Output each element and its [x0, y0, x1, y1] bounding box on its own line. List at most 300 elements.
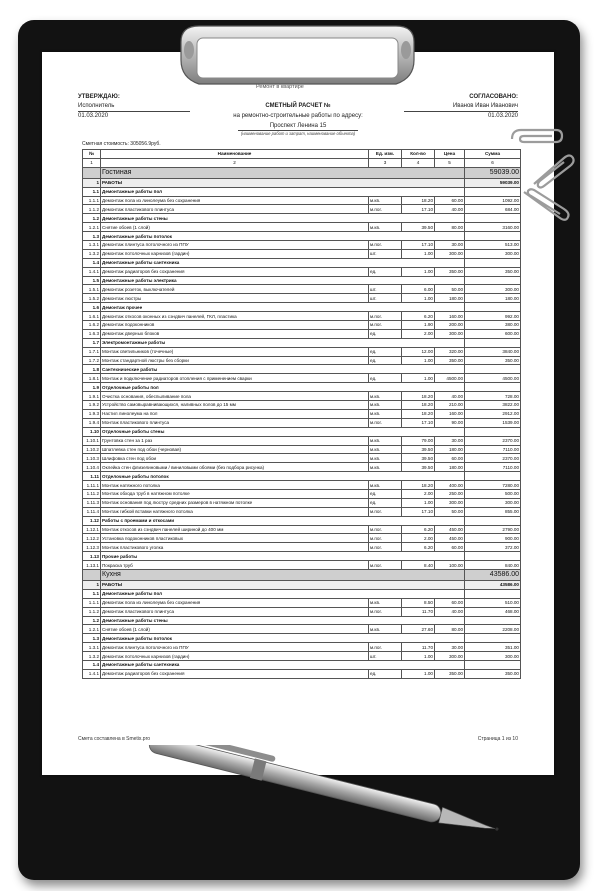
- row-sum: 300.00: [465, 285, 521, 294]
- row-sum: 300.00: [465, 249, 521, 258]
- work-name: Устройство самовыравнивающихся, наливных полов до 15 мм: [101, 401, 369, 410]
- work-name: Демонтаж пластикового плинтуса: [101, 205, 369, 214]
- quantity: 1.00: [402, 652, 435, 661]
- work-name: Демонтаж дверных блоков: [101, 329, 369, 338]
- document-subtitle: на ремонтно-строительные работы по адресу:: [233, 113, 363, 119]
- unit: м.кв.: [369, 454, 402, 463]
- unit: м.кв.: [369, 196, 402, 205]
- quantity: 1.00: [402, 249, 435, 258]
- quantity: 39.50: [402, 445, 435, 454]
- unit: ед.: [369, 374, 402, 383]
- unit: шт.: [369, 294, 402, 303]
- unit: м.кв.: [369, 481, 402, 490]
- group-name: Демонтажные работы пол: [101, 589, 465, 598]
- row-sum: 600.00: [465, 329, 521, 338]
- work-name: Демонтаж радиаторов без сохранения: [101, 267, 369, 276]
- section-row: [83, 580, 521, 589]
- row-code: 1.3.1: [83, 643, 101, 652]
- work-name: Монтаж стандартной люстры без сборки: [101, 356, 369, 365]
- row-sum-cell: [465, 258, 521, 267]
- work-name: Демонтаж подоконников: [101, 321, 369, 330]
- pen-icon: [128, 745, 518, 845]
- price: 400.00: [435, 481, 465, 490]
- section-name: РАБОТЫ: [101, 580, 465, 589]
- table-row: [83, 249, 521, 258]
- quantity: 39.50: [402, 454, 435, 463]
- row-code: 1.1.2: [83, 607, 101, 616]
- row-sum: 351.00: [465, 643, 521, 652]
- table-row: [83, 498, 521, 507]
- row-sum-cell: [465, 303, 521, 312]
- object-address: Проспект Ленина 15: [269, 123, 327, 129]
- group-row: [83, 214, 521, 223]
- unit: м.пог.: [369, 543, 402, 552]
- unit: м.кв.: [369, 401, 402, 410]
- row-code: 1.6.2: [83, 321, 101, 330]
- work-name: Демонтаж откосов оконных из сэндвич панелей, ГКЛ, пластика: [101, 312, 369, 321]
- unit: м.пог.: [369, 418, 402, 427]
- unit: м.пог.: [369, 312, 402, 321]
- row-code: 1.3.1: [83, 241, 101, 250]
- table-row: [83, 401, 521, 410]
- price: 30.00: [435, 241, 465, 250]
- price: 450.00: [435, 525, 465, 534]
- row-code: 1.8.1: [83, 374, 101, 383]
- quantity: 17.10: [402, 205, 435, 214]
- price: 50.00: [435, 285, 465, 294]
- row-sum-cell: [465, 552, 521, 561]
- table-row: [83, 525, 521, 534]
- unit: м.пог.: [369, 205, 402, 214]
- group-row: [83, 276, 521, 285]
- row-code: 1.6: [83, 303, 101, 312]
- work-name: Настил линолеума на пол: [101, 409, 369, 418]
- work-name: Монтаж обхода труб в натяжном потолке: [101, 489, 369, 498]
- room-total: 43586.00: [465, 569, 521, 580]
- unit: шт.: [369, 249, 402, 258]
- row-sum: 350.00: [465, 669, 521, 678]
- document-title: СМЕТНЫЙ РАСЧЕТ №: [265, 103, 331, 109]
- row-sum: 2370.00: [465, 454, 521, 463]
- unit: ед.: [369, 498, 402, 507]
- column-number: 6: [465, 158, 521, 167]
- price: 450.00: [435, 534, 465, 543]
- quantity: 2.00: [402, 489, 435, 498]
- table-row: [83, 625, 521, 634]
- quantity: 18.20: [402, 196, 435, 205]
- table-row: [83, 454, 521, 463]
- section-total: 43586.00: [465, 580, 521, 589]
- quantity: 2.00: [402, 329, 435, 338]
- price: 350.00: [435, 669, 465, 678]
- quantity: 8.40: [402, 561, 435, 570]
- group-name: Электромонтажные работы: [101, 338, 465, 347]
- quantity: 27.60: [402, 625, 435, 634]
- row-sum-cell: [465, 187, 521, 196]
- row-code: 1.9.4: [83, 418, 101, 427]
- quantity: 39.50: [402, 223, 435, 232]
- column-header: №: [83, 150, 101, 159]
- table-row: [83, 607, 521, 616]
- table-row: [83, 294, 521, 303]
- approved-label: УТВЕРЖДАЮ:: [78, 94, 120, 100]
- table-row: [83, 392, 521, 401]
- row-sum: 300.00: [465, 498, 521, 507]
- table-row: [83, 598, 521, 607]
- table-row: [83, 409, 521, 418]
- unit: ед.: [369, 356, 402, 365]
- price: 4500.00: [435, 374, 465, 383]
- row-code: 1: [83, 178, 101, 187]
- table-row: [83, 356, 521, 365]
- room-total: 59039.00: [465, 167, 521, 178]
- unit: м.кв.: [369, 223, 402, 232]
- price: 300.00: [435, 329, 465, 338]
- column-header: Ед. изм.: [369, 150, 402, 159]
- price: 180.00: [435, 463, 465, 472]
- row-sum-cell: [465, 214, 521, 223]
- work-name: Монтаж и подключение радиаторов отопления с применением сварки: [101, 374, 369, 383]
- room-total-row: [83, 569, 521, 580]
- row-code: 1.6.3: [83, 329, 101, 338]
- row-code: 1.12.3: [83, 543, 101, 552]
- row-code: 1.9.3: [83, 409, 101, 418]
- price: 320.00: [435, 347, 465, 356]
- work-name: Демонтаж потолочных карнизов (гардин): [101, 652, 369, 661]
- unit: ед.: [369, 329, 402, 338]
- row-code-cell: [83, 569, 101, 580]
- row-sum: 992.00: [465, 312, 521, 321]
- row-sum: 300.00: [465, 652, 521, 661]
- row-code: 1.6.1: [83, 312, 101, 321]
- row-code: 1.5: [83, 276, 101, 285]
- row-code: 1.12.1: [83, 525, 101, 534]
- price: 350.00: [435, 356, 465, 365]
- row-code: 1.7.2: [83, 356, 101, 365]
- work-name: Очистка основания, обеспыливание пола: [101, 392, 369, 401]
- group-name: Демонтажные работы потолок: [101, 232, 465, 241]
- price: 160.00: [435, 312, 465, 321]
- group-row: [83, 634, 521, 643]
- row-sum: 1092.00: [465, 196, 521, 205]
- room-name: Кухня: [101, 569, 465, 580]
- price: 250.00: [435, 489, 465, 498]
- row-code: 1.4: [83, 660, 101, 669]
- price: 60.00: [435, 543, 465, 552]
- row-code: 1.4.1: [83, 267, 101, 276]
- quantity: 79.00: [402, 436, 435, 445]
- group-name: Демонтажные работы сантехника: [101, 660, 465, 669]
- quantity: 8.50: [402, 598, 435, 607]
- row-code: 1.2: [83, 616, 101, 625]
- column-number-row: [83, 158, 521, 167]
- group-row: [83, 187, 521, 196]
- quantity: 11.70: [402, 643, 435, 652]
- unit: ед.: [369, 489, 402, 498]
- table-row: [83, 196, 521, 205]
- clipboard-clip-icon: [175, 20, 420, 90]
- agreed-label: СОГЛАСОВАНО:: [469, 94, 518, 100]
- group-row: [83, 660, 521, 669]
- row-code: 1.3: [83, 634, 101, 643]
- work-name: Демонтаж люстры: [101, 294, 369, 303]
- row-code: 1: [83, 580, 101, 589]
- work-name: Демонтаж розеток, выключателей: [101, 285, 369, 294]
- table-header-row: [83, 150, 521, 159]
- row-code: 1.2.1: [83, 223, 101, 232]
- row-code: 1.3.2: [83, 249, 101, 258]
- work-name: Демонтаж потолочных карнизов (гардин): [101, 249, 369, 258]
- work-name: Покраска труб: [101, 561, 369, 570]
- quantity: 17.10: [402, 418, 435, 427]
- group-name: Демонтажные работы стены: [101, 616, 465, 625]
- column-header: Сумма: [465, 150, 521, 159]
- row-sum: 500.00: [465, 489, 521, 498]
- agreed-by: Иванов Иван Иванович: [452, 103, 518, 109]
- row-code: 1.7: [83, 338, 101, 347]
- price: 40.00: [435, 607, 465, 616]
- paperclip-icon: [528, 150, 576, 190]
- quantity: 1.90: [402, 321, 435, 330]
- row-code: 1.11.4: [83, 507, 101, 516]
- approved-signature-line: [78, 111, 190, 112]
- row-sum: 7110.00: [465, 445, 521, 454]
- unit: м.кв.: [369, 409, 402, 418]
- group-name: Демонтажные работы электрика: [101, 276, 465, 285]
- row-code: 1.1.2: [83, 205, 101, 214]
- row-code: 1.9.1: [83, 392, 101, 401]
- row-sum-cell: [465, 472, 521, 481]
- quantity: 18.20: [402, 481, 435, 490]
- quantity: 17.10: [402, 241, 435, 250]
- row-code: 1.9.2: [83, 401, 101, 410]
- table-row: [83, 561, 521, 570]
- table-row: [83, 481, 521, 490]
- group-row: [83, 338, 521, 347]
- row-sum: 2370.00: [465, 436, 521, 445]
- group-row: [83, 365, 521, 374]
- group-name: Прочие работы: [101, 552, 465, 561]
- group-row: [83, 303, 521, 312]
- column-header: Наименование: [101, 150, 369, 159]
- row-sum: 855.00: [465, 507, 521, 516]
- row-code: 1.4.1: [83, 669, 101, 678]
- column-number: 5: [435, 158, 465, 167]
- paperclip-icon: [506, 126, 566, 152]
- group-row: [83, 258, 521, 267]
- group-name: Демонтажные работы потолок: [101, 634, 465, 643]
- unit: м.пог.: [369, 507, 402, 516]
- quantity: 12.00: [402, 347, 435, 356]
- column-header: Кол-во: [402, 150, 435, 159]
- row-code: 1.7.1: [83, 347, 101, 356]
- work-name: Демонтаж пластикового плинтуса: [101, 607, 369, 616]
- row-sum: 372.00: [465, 543, 521, 552]
- quantity: 18.20: [402, 392, 435, 401]
- work-name: Установка подоконников пластиковых: [101, 534, 369, 543]
- unit: м.пог.: [369, 561, 402, 570]
- agreed-date: 01.03.2020: [487, 113, 518, 119]
- row-sum: 3822.00: [465, 401, 521, 410]
- quantity: 6.20: [402, 312, 435, 321]
- row-code: 1.2: [83, 214, 101, 223]
- row-sum-cell: [465, 634, 521, 643]
- price: 160.00: [435, 409, 465, 418]
- unit: м.кв.: [369, 445, 402, 454]
- quantity: 6.20: [402, 525, 435, 534]
- row-code: 1.13.1: [83, 561, 101, 570]
- group-row: [83, 427, 521, 436]
- row-code: 1.9: [83, 383, 101, 392]
- group-row: [83, 516, 521, 525]
- row-sum: 510.00: [465, 598, 521, 607]
- estimated-cost: Сметная стоимость: 305056.9руб.: [82, 141, 161, 147]
- row-code: 1.10.4: [83, 463, 101, 472]
- row-code: 1.5.1: [83, 285, 101, 294]
- price: 60.00: [435, 598, 465, 607]
- table-row: [83, 312, 521, 321]
- unit: м.кв.: [369, 436, 402, 445]
- price: 40.00: [435, 205, 465, 214]
- row-sum: 840.00: [465, 561, 521, 570]
- row-sum: 2912.00: [465, 409, 521, 418]
- table-row: [83, 321, 521, 330]
- price: 60.00: [435, 196, 465, 205]
- row-sum: 468.00: [465, 607, 521, 616]
- table-row: [83, 489, 521, 498]
- unit: м.пог.: [369, 607, 402, 616]
- row-sum: 1539.00: [465, 418, 521, 427]
- row-code: 1.10.1: [83, 436, 101, 445]
- work-name: Монтаж пластикового уголка: [101, 543, 369, 552]
- quantity: 6.20: [402, 543, 435, 552]
- unit: шт.: [369, 285, 402, 294]
- group-name: Демонтажные работы пол: [101, 187, 465, 196]
- quantity: 1.00: [402, 267, 435, 276]
- row-code: 1.12: [83, 516, 101, 525]
- work-name: Снятие обоев (1 слой): [101, 625, 369, 634]
- unit: ед.: [369, 669, 402, 678]
- row-code: 1.10.3: [83, 454, 101, 463]
- group-name: Работы с проемами и откосами: [101, 516, 465, 525]
- estimate-table: [82, 149, 521, 679]
- work-name: Монтаж натяжного потолка: [101, 481, 369, 490]
- price: 300.00: [435, 249, 465, 258]
- address-caption: (наименование работ и затрат, наименование объекта): [240, 131, 356, 136]
- price: 180.00: [435, 294, 465, 303]
- group-name: Сантехнические работы: [101, 365, 465, 374]
- row-code: 1.1: [83, 187, 101, 196]
- section-row: [83, 178, 521, 187]
- row-sum: 350.00: [465, 356, 521, 365]
- price: 40.00: [435, 392, 465, 401]
- row-code: 1.4: [83, 258, 101, 267]
- paperclip-icon: [520, 186, 572, 226]
- approved-date: 01.03.2020: [78, 113, 109, 119]
- unit: м.кв.: [369, 463, 402, 472]
- price: 50.00: [435, 507, 465, 516]
- row-code: 1.1.1: [83, 196, 101, 205]
- unit: шт.: [369, 652, 402, 661]
- row-sum-cell: [465, 616, 521, 625]
- group-row: [83, 616, 521, 625]
- table-row: [83, 241, 521, 250]
- quantity: 1.00: [402, 356, 435, 365]
- table-row: [83, 329, 521, 338]
- quantity: 39.50: [402, 463, 435, 472]
- group-name: Демонтажные работы сантехника: [101, 258, 465, 267]
- price: 80.00: [435, 625, 465, 634]
- agreed-signature-line: [404, 111, 518, 112]
- price: 300.00: [435, 652, 465, 661]
- quantity: 6.00: [402, 285, 435, 294]
- table-row: [83, 374, 521, 383]
- column-number: 4: [402, 158, 435, 167]
- column-header: Цена: [435, 150, 465, 159]
- work-name: Демонтаж плинтуса потолочного из ППУ: [101, 241, 369, 250]
- row-code: 1.13: [83, 552, 101, 561]
- row-sum: 900.00: [465, 534, 521, 543]
- row-code: 1.11.3: [83, 498, 101, 507]
- price: 90.00: [435, 418, 465, 427]
- row-sum-cell: [465, 383, 521, 392]
- quantity: 18.20: [402, 401, 435, 410]
- row-code: 1.11.2: [83, 489, 101, 498]
- row-code: 1.5.2: [83, 294, 101, 303]
- row-code: 1.10.2: [83, 445, 101, 454]
- price: 350.00: [435, 267, 465, 276]
- row-sum: 2208.00: [465, 625, 521, 634]
- quantity: 11.70: [402, 607, 435, 616]
- unit: м.кв.: [369, 625, 402, 634]
- column-number: 2: [101, 158, 369, 167]
- section-name: РАБОТЫ: [101, 178, 465, 187]
- group-name: Отделочные работы стены: [101, 427, 465, 436]
- row-sum-cell: [465, 516, 521, 525]
- row-sum-cell: [465, 276, 521, 285]
- group-row: [83, 232, 521, 241]
- room-total-row: [83, 167, 521, 178]
- row-code: 1.1: [83, 589, 101, 598]
- table-row: [83, 643, 521, 652]
- row-sum: 513.00: [465, 241, 521, 250]
- group-name: Отделочные работы пол: [101, 383, 465, 392]
- row-sum-cell: [465, 427, 521, 436]
- work-name: Монтаж основания под люстру средних размеров в натяжном потолке: [101, 498, 369, 507]
- table-row: [83, 205, 521, 214]
- column-number: 1: [83, 158, 101, 167]
- table-row: [83, 669, 521, 678]
- group-row: [83, 383, 521, 392]
- row-code: 1.10: [83, 427, 101, 436]
- table-row: [83, 507, 521, 516]
- row-code-cell: [83, 167, 101, 178]
- price: 30.00: [435, 643, 465, 652]
- table-row: [83, 436, 521, 445]
- quantity: 1.00: [402, 294, 435, 303]
- room-name: Гостиная: [101, 167, 465, 178]
- section-total: 59039.00: [465, 178, 521, 187]
- price: 180.00: [435, 445, 465, 454]
- work-name: Монтаж светильников (точечные): [101, 347, 369, 356]
- table-row: [83, 652, 521, 661]
- row-sum: 684.00: [465, 205, 521, 214]
- table-row: [83, 418, 521, 427]
- row-sum: 350.00: [465, 267, 521, 276]
- row-sum-cell: [465, 232, 521, 241]
- price: 200.00: [435, 321, 465, 330]
- unit: м.пог.: [369, 525, 402, 534]
